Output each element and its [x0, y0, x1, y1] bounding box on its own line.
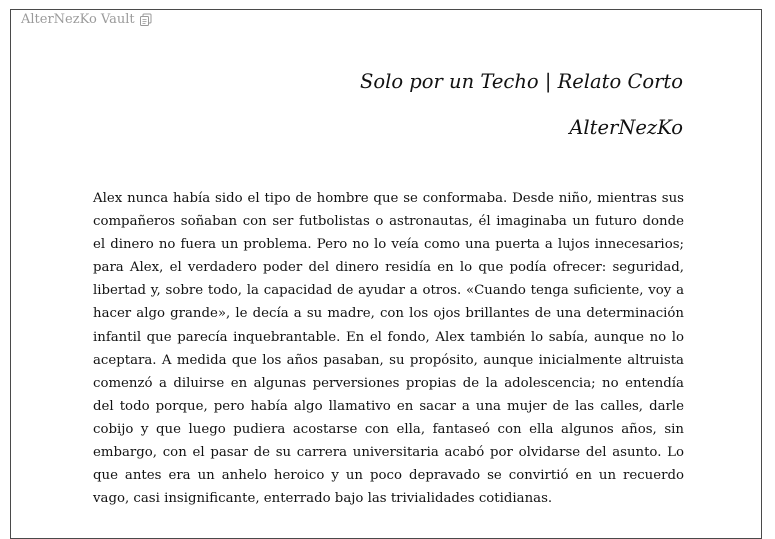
vault-name: AlterNezKo Vault — [21, 12, 135, 27]
vault-header[interactable] — [21, 12, 153, 27]
document-author: AlterNezKo — [569, 116, 683, 139]
copy-icon[interactable] — [139, 13, 153, 27]
body-paragraph: Alex nunca había sido el tipo de hombre que se conformaba. Desde niño, mientras sus compañeros soñaban con ser futbolistas o astronautas, él imaginaba un futuro donde el dinero no fuera un problema. Pero no lo veía como una puerta a lujos innecesarios; para Alex, el verdadero poder del dinero residía en lo que podía ofrecer: seguridad, libertad y, sobre todo, la capacidad de ayudar a otros. «Cuando tenga suficiente, voy a hacer algo grande», le decía a su madre, con los ojos brillantes de una determinación infantil que parecía inquebrantable. En el fondo, Alex también lo sabía, aunque no lo aceptara. A medida que los años pasaban, su propósito, aunque inicialmente altruista comenzó a diluirse en algunas perversiones propias de la adolescencia; no entendía del todo porque, pero había algo llamativo en sacar a una mujer de las calles, darle cobijo y que luego pudiera acostarse con ella, fantaseó con ella algunos años, sin embargo, con el pasar de su carrera universitaria acabó por olvidarse del asunto. Lo que antes era un anhelo heroico y un poco depravado se convirtió en un recuerdo vago, casi insignificante, enterrado bajo las trivialidades cotidianas. — [93, 191, 684, 507]
document-title: Solo por un Techo | Relato Corto — [360, 70, 683, 93]
document-page — [10, 9, 762, 539]
